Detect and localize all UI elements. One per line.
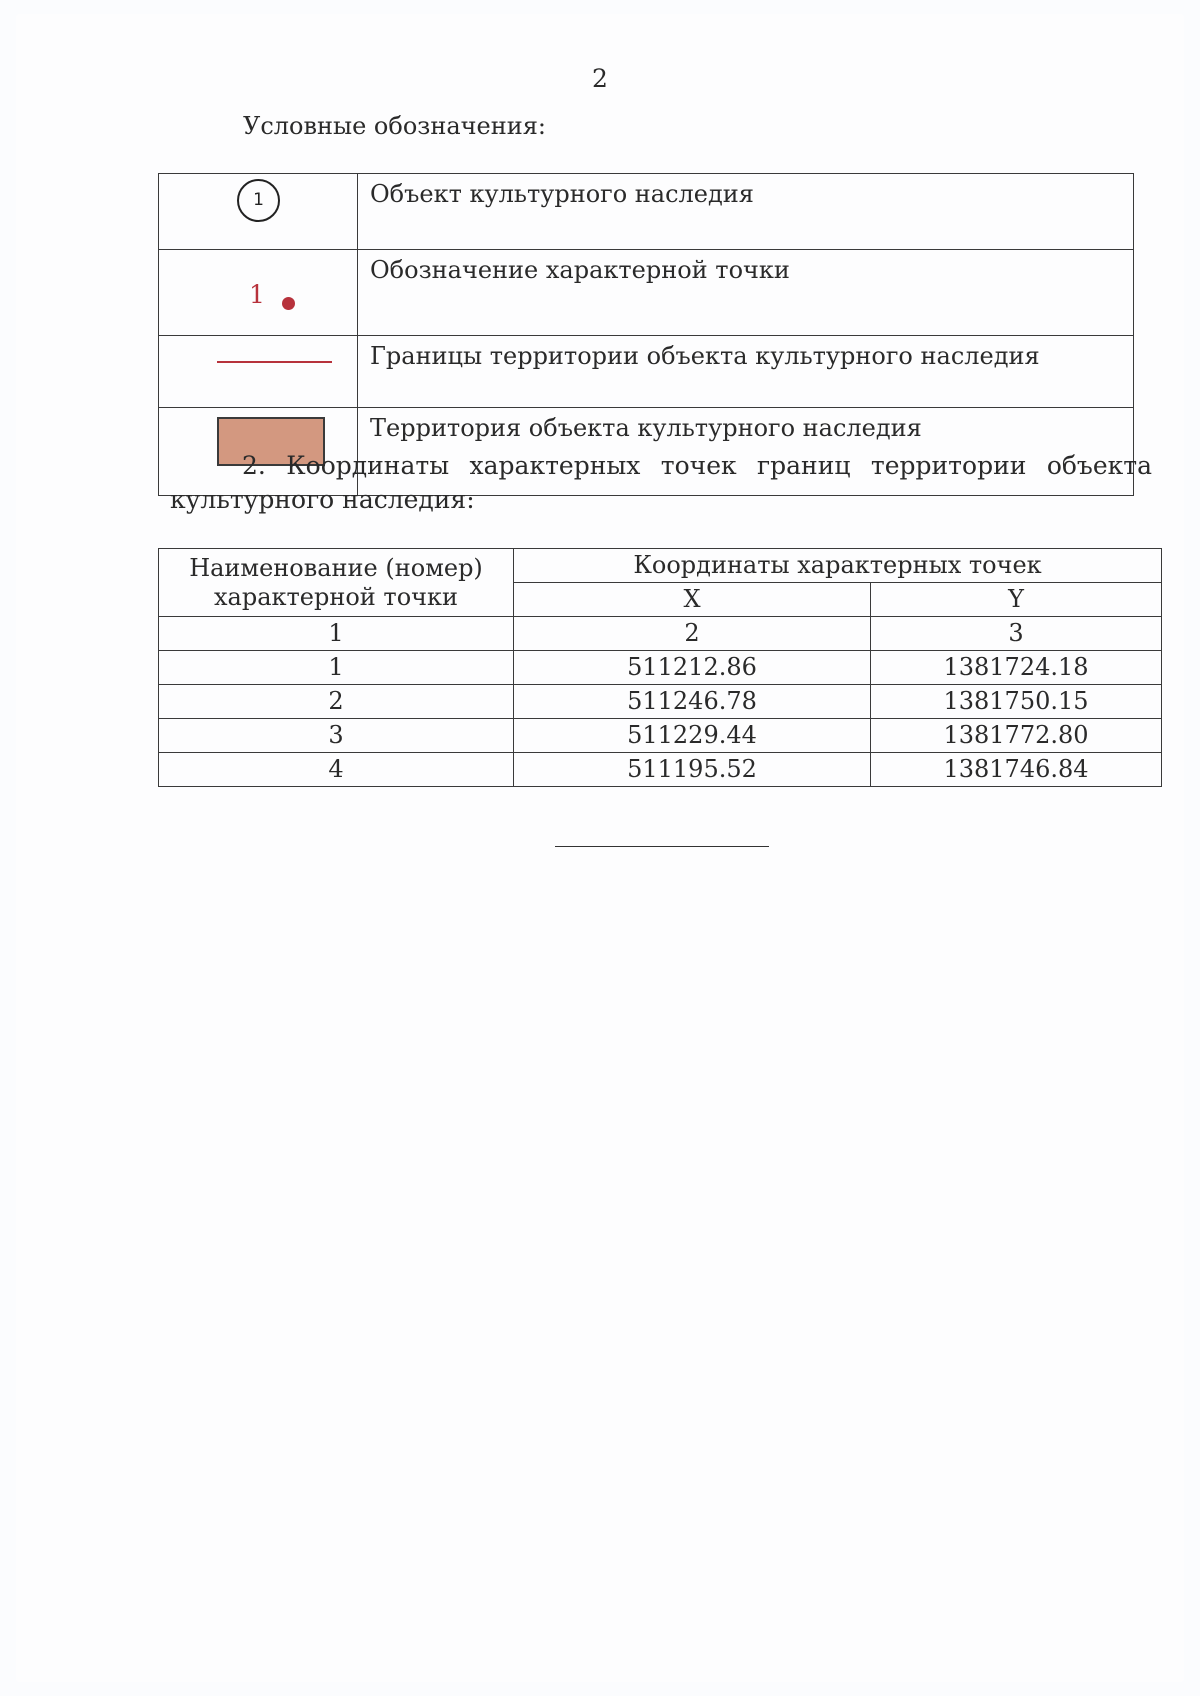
legend-row [159,174,1134,250]
column-number: 3 [871,617,1162,651]
legend-description: Обозначение характерной точки [358,250,1134,336]
point-number: 4 [159,753,514,787]
point-x: 511246.78 [514,685,871,719]
header-y: Y [871,583,1162,617]
header-coordinates: Координаты характерных точек [514,549,1162,583]
point-y: 1381772.80 [871,719,1162,753]
point-marker-icon [282,297,295,310]
section-number: 2. [242,451,266,480]
point-x: 511212.86 [514,651,871,685]
table-row [159,753,1162,787]
legend-symbol-cell [159,336,358,408]
header-x: X [514,583,871,617]
section-heading-line1 [170,449,1152,483]
table-column-numbers-row [159,617,1162,651]
legend-row [159,250,1134,336]
column-number: 2 [514,617,871,651]
circled-number-icon: 1 [237,179,280,222]
table-row [159,685,1162,719]
legend-row [159,336,1134,408]
section-heading-line2: культурного наследия: [170,485,475,514]
column-number: 1 [159,617,514,651]
table-row [159,651,1162,685]
legend-table [158,173,1134,496]
legend-symbol-cell [159,174,358,250]
point-y: 1381746.84 [871,753,1162,787]
point-number: 1 [159,651,514,685]
point-y: 1381724.18 [871,651,1162,685]
page-number: 2 [592,64,608,93]
point-x: 511229.44 [514,719,871,753]
point-y: 1381750.15 [871,685,1162,719]
point-x: 511195.52 [514,753,871,787]
legend-description: Территория объекта культурного наследия [358,408,1134,496]
legend-symbol-cell [159,250,358,336]
point-number-label: 1 [249,280,265,309]
legend-description: Объект культурного наследия [358,174,1134,250]
section-text: Координаты характерных точек границ территории объекта [286,451,1152,480]
legend-heading: Условные обозначения: [243,112,546,140]
end-divider [555,846,769,847]
header-point-name: Наименование (номер) характерной точки [159,549,514,617]
legend-description: Границы территории объекта культурного наследия [358,336,1134,408]
boundary-line-icon [217,361,332,363]
table-row [159,719,1162,753]
table-header-row [159,549,1162,583]
point-number: 2 [159,685,514,719]
coordinates-table [158,548,1162,787]
point-number: 3 [159,719,514,753]
